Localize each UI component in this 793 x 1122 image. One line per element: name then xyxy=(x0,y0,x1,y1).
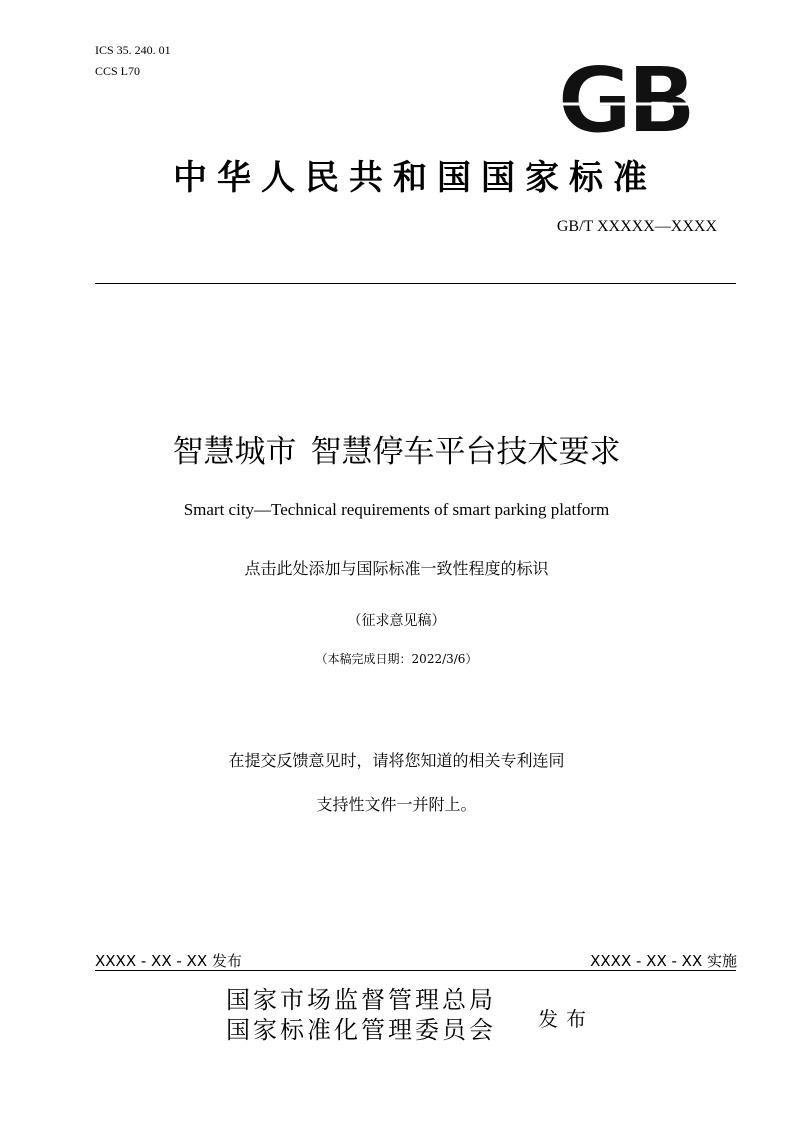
issuing-authorities xyxy=(226,985,496,1045)
completion-date: （本稿完成日期：2022/3/6） xyxy=(315,652,478,666)
footer-divider xyxy=(95,970,736,971)
release-date: XXXX - XX - XX 发布 xyxy=(95,952,242,970)
gb-logo xyxy=(544,60,704,142)
gb-logo-text: GB xyxy=(557,60,691,142)
document-number: GB/T XXXXX—XXXX xyxy=(556,218,717,235)
document-title-english: Smart city—Technical requirements of smart parking platform xyxy=(183,500,610,519)
issue-label: 发布 xyxy=(538,1007,594,1031)
patent-notice-line-2: 支持性文件一并附上。 xyxy=(316,795,477,814)
patent-notice-line-1: 在提交反馈意见时，请将您知道的相关专利连同 xyxy=(228,751,565,770)
header-divider xyxy=(95,283,736,284)
draft-stage: （征求意见稿） xyxy=(347,613,446,629)
ics-code: ICS 35. 240. 01 xyxy=(95,43,171,57)
issuer-1: 国家市场监督管理总局 xyxy=(226,986,496,1014)
international-consistency-note: 点击此处添加与国际标准一致性程度的标识 xyxy=(244,559,549,578)
classification-codes xyxy=(95,40,171,82)
title-part-2: 智慧停车平台技术要求 xyxy=(310,434,621,470)
country-standard-title: 中华人民共和国国家标准 xyxy=(173,158,657,198)
ccs-code: CCS L70 xyxy=(95,64,141,78)
implementation-date: XXXX - XX - XX 实施 xyxy=(590,952,737,970)
document-title-chinese xyxy=(0,426,793,471)
title-part-1: 智慧城市 xyxy=(172,434,297,470)
issuer-2: 国家标准化管理委员会 xyxy=(226,1016,496,1044)
